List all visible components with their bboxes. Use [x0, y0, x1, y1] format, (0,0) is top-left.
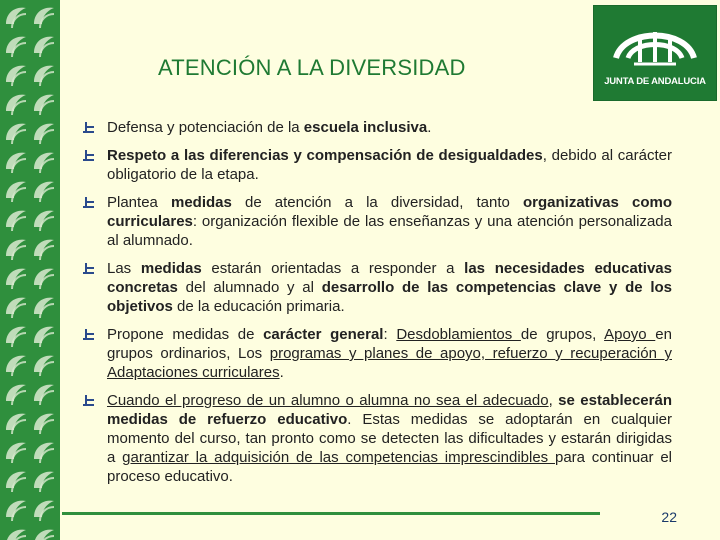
bold-text: carácter general [263, 326, 384, 343]
swirl-icon [34, 37, 54, 57]
swirl-icon [6, 8, 26, 28]
bold-text: desarrollo de las competencias clave y de los objetivos [107, 279, 672, 315]
page-title: ATENCIÓN A LA DIVERSIDAD [158, 55, 466, 80]
bullet-icon [82, 261, 96, 275]
list-item [82, 391, 672, 486]
swirl-icon [34, 211, 54, 231]
swirl-icon [6, 124, 26, 144]
junta-andalucia-logo [593, 5, 717, 101]
text: estarán orientadas a responder a [201, 260, 465, 277]
swirl-icon [34, 298, 54, 318]
text: : organización flexible de las enseñanzas y una atención personalizada al alumnado. [107, 213, 672, 249]
list-item [82, 146, 672, 184]
swirl-icon [6, 501, 26, 521]
underlined-text: Cuando el progreso de un alumno o alumna no sea el adecuado [107, 392, 549, 409]
swirl-icon [6, 153, 26, 173]
list-item [82, 118, 672, 137]
swirl-icon [34, 327, 54, 347]
swirl-icon [34, 269, 54, 289]
swirl-icon [6, 95, 26, 115]
swirl-icon [34, 95, 54, 115]
swirl-icon [6, 385, 26, 405]
bold-text: medidas [171, 194, 232, 211]
swirl-icon [34, 240, 54, 260]
decorative-sidebar [0, 0, 60, 540]
bullet-icon [82, 148, 96, 162]
swirl-pattern-icon [0, 0, 60, 540]
bullet-icon [82, 327, 96, 341]
swirl-icon [6, 211, 26, 231]
page-number: 22 [661, 509, 677, 525]
bottom-divider [62, 512, 600, 515]
swirl-icon [6, 327, 26, 347]
bullet-icon [82, 393, 96, 407]
swirl-icon [34, 153, 54, 173]
swirl-icon [34, 385, 54, 405]
swirl-icon [34, 356, 54, 376]
swirl-icon [6, 66, 26, 86]
text: del alumnado y al [177, 279, 322, 296]
text: , debido al carácter obligatorio de la etapa. [107, 147, 672, 183]
text: . [279, 364, 284, 381]
swirl-icon [6, 37, 26, 57]
underlined-text: Apoyo [604, 326, 656, 343]
bold-text: medidas [140, 260, 202, 277]
swirl-icon [34, 501, 54, 521]
text: en grupos ordinarios, Los [107, 326, 672, 362]
bold-text: se establecerán medidas de refuerzo educativo [107, 392, 672, 428]
swirl-icon [6, 472, 26, 492]
swirl-icon [6, 182, 26, 202]
bold-text: organizativas como curriculares [107, 194, 672, 230]
swirl-icon [34, 414, 54, 434]
list-item [82, 193, 672, 250]
text: : [383, 326, 397, 343]
swirl-icon [6, 530, 26, 540]
swirl-icon [6, 298, 26, 318]
swirl-icon [6, 269, 26, 289]
swirl-icon [34, 530, 54, 540]
swirl-icon [34, 124, 54, 144]
text: . Estas medidas se adoptarán en cualquier momento del curso, tan pronto como se detecten las dificultades y estarán dirigidas a [107, 411, 672, 466]
swirl-icon [6, 356, 26, 376]
text: . [427, 119, 432, 136]
bold-text: Respeto a las diferencias y compensación de desigualdades [107, 147, 543, 164]
swirl-icon [34, 472, 54, 492]
swirl-icon [34, 66, 54, 86]
swirl-icon [6, 240, 26, 260]
list-item [82, 325, 672, 382]
swirl-icon [6, 414, 26, 434]
text: Defensa y potenciación de la [107, 119, 304, 136]
bold-text: escuela inclusiva [303, 119, 428, 136]
text: para continuar el proceso educativo. [107, 449, 672, 485]
bold-text: las necesidades educativas concretas [107, 260, 672, 296]
swirl-icon [34, 443, 54, 463]
underlined-text: garantizar la adquisición de las competencias imprescindibles [122, 449, 555, 466]
swirl-icon [6, 443, 26, 463]
underlined-text: programas y planes de apoyo, refuerzo y recuperación y Adaptaciones curriculares [107, 345, 672, 381]
text: Las [107, 260, 141, 277]
logo-text: JUNTA DE ANDALUCIA [604, 76, 706, 87]
bullet-list [82, 118, 672, 495]
bullet-icon [82, 120, 96, 134]
list-item [82, 259, 672, 316]
text: de atención a la diversidad, tanto [231, 194, 523, 211]
text: de la educación primaria. [172, 298, 345, 315]
swirl-icon [34, 8, 54, 28]
text: , [548, 392, 559, 409]
bullet-icon [82, 195, 96, 209]
text: Plantea [107, 194, 171, 211]
text: de grupos, [520, 326, 605, 343]
text: Propone medidas de [107, 326, 264, 343]
underlined-text: Desdoblamientos [396, 326, 521, 343]
swirl-icon [34, 182, 54, 202]
